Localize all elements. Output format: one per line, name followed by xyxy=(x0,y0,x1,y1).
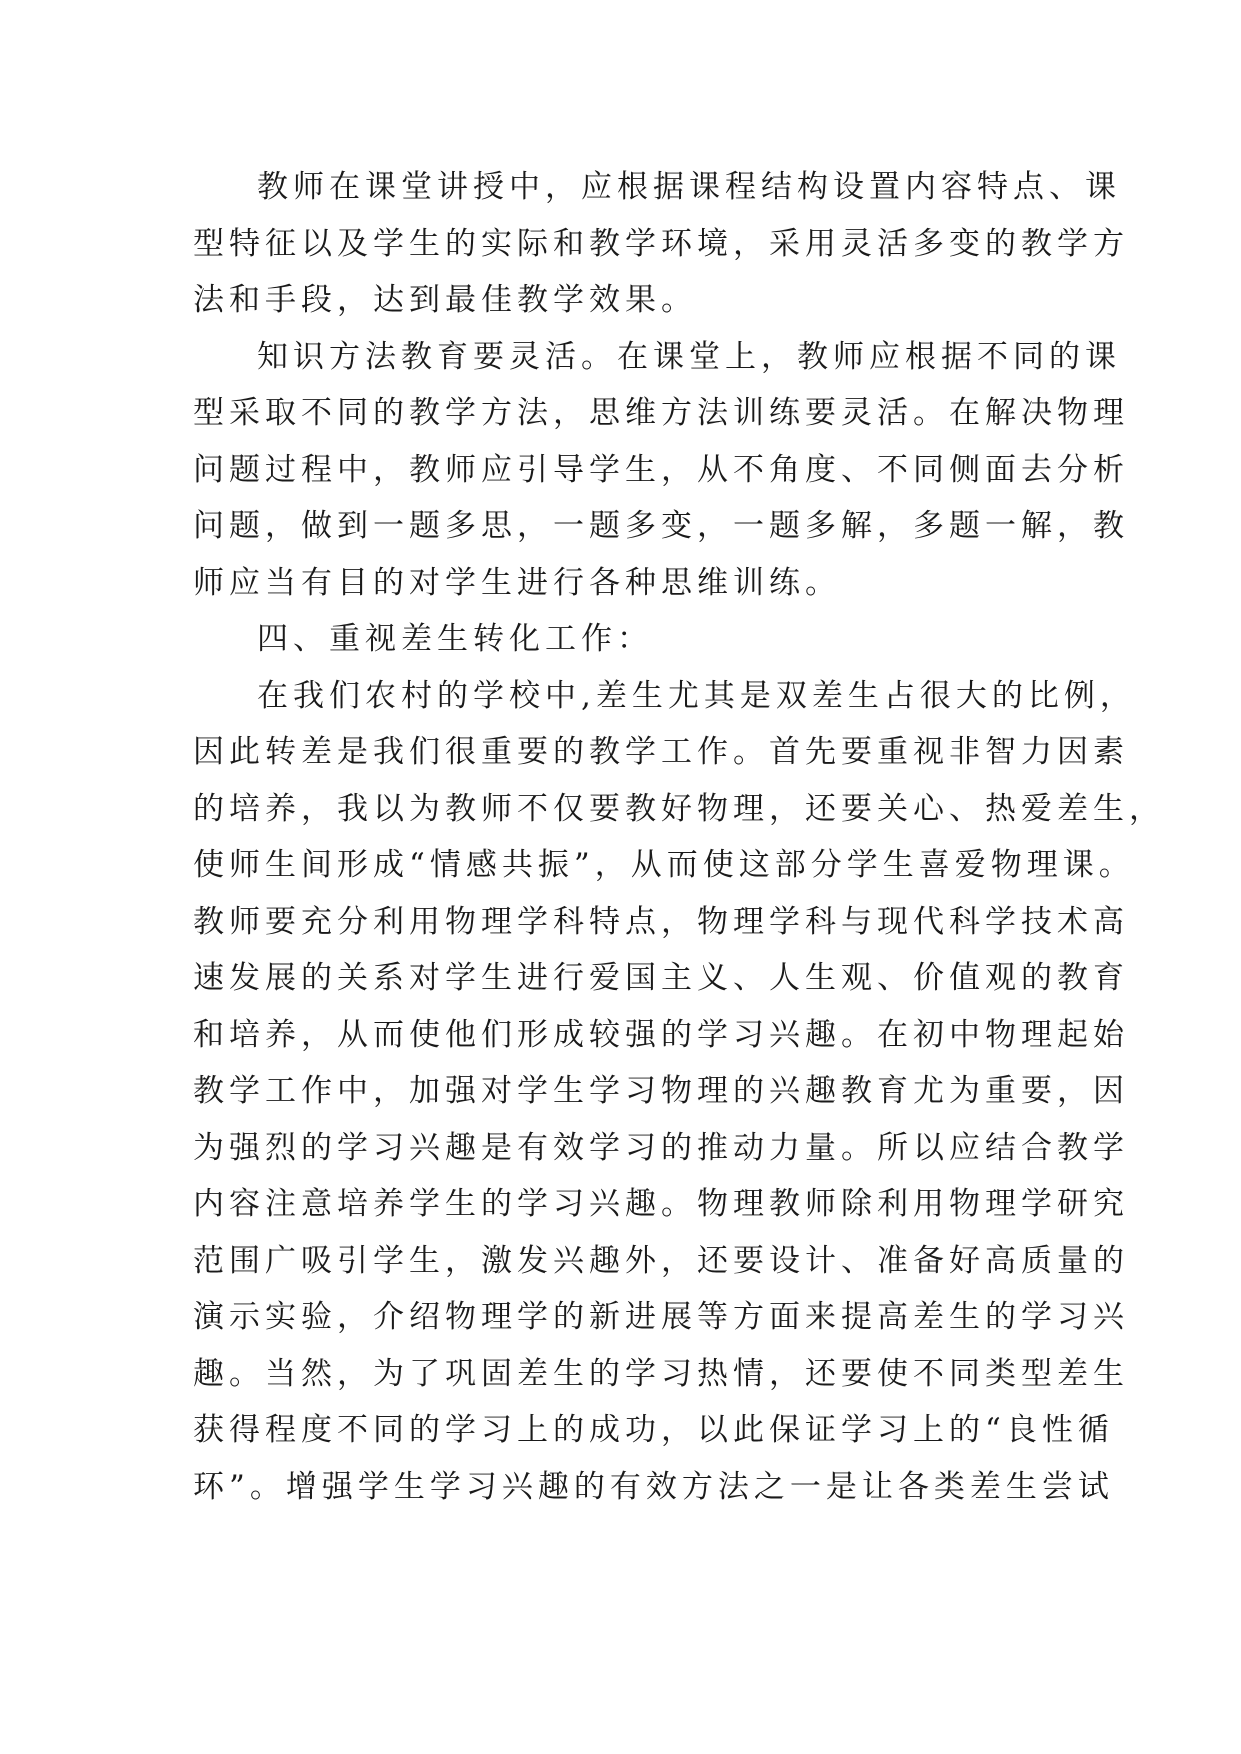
paragraph-2-line-4: 问题，做到一题多思，一题多变，一题多解，多题一解，教 xyxy=(193,508,1129,544)
paragraph-1-line-1: 教师在课堂讲授中，应根据课程结构设置内容特点、课 xyxy=(257,169,1121,205)
paragraph-2-line-3: 问题过程中，教师应引导学生，从不角度、不同侧面去分析 xyxy=(193,451,1129,488)
paragraph-1-line-2: 型特征以及学生的实际和教学环境，采用灵活多变的教学方 xyxy=(193,225,1129,262)
paragraph-2-line-5: 师应当有目的对学生进行各种思维训练。 xyxy=(193,564,841,601)
section-heading: 四、重视差生转化工作： xyxy=(257,621,653,657)
paragraph-3-line-13: 趣。当然，为了巩固差生的学习热情，还要使不同类型差生 xyxy=(193,1355,1129,1392)
paragraph-3-line-2: 因此转差是我们很重要的教学工作。首先要重视非智力因素 xyxy=(193,734,1129,770)
paragraph-3-line-9: 为强烈的学习兴趣是有效学习的推动力量。所以应结合教学 xyxy=(193,1129,1129,1166)
paragraph-3-line-3: 的培养，我以为教师不仅要教好物理，还要关心、热爱差生， xyxy=(193,790,1165,827)
paragraph-3-line-14: 获得程度不同的学习上的成功，以此保证学习上的“良性循 xyxy=(193,1412,1114,1448)
paragraph-3-line-8: 教学工作中，加强对学生学习物理的兴趣教育尤为重要，因 xyxy=(193,1073,1129,1109)
paragraph-3-line-6: 速发展的关系对学生进行爱国主义、人生观、价值观的教育 xyxy=(193,960,1129,996)
paragraph-3-line-11: 范围广吸引学生，激发兴趣外，还要设计、准备好高质量的 xyxy=(193,1242,1129,1279)
paragraph-1-line-3: 法和手段，达到最佳教学效果。 xyxy=(193,282,697,318)
paragraph-3-line-12: 演示实验，介绍物理学的新进展等方面来提高差生的学习兴 xyxy=(193,1299,1129,1335)
paragraph-3-line-10: 内容注意培养学生的学习兴趣。物理教师除利用物理学研究 xyxy=(193,1186,1129,1222)
paragraph-3-line-5: 教师要充分利用物理学科特点，物理学科与现代科学技术高 xyxy=(193,903,1129,940)
paragraph-3-line-15: 环”。增强学生学习兴趣的有效方法之一是让各类差生尝试 xyxy=(193,1468,1114,1505)
paragraph-2-line-1: 知识方法教育要灵活。在课堂上，教师应根据不同的课 xyxy=(257,338,1121,375)
paragraph-3-line-1: 在我们农村的学校中,差生尤其是双差生占很大的比例， xyxy=(257,677,1136,714)
body-text xyxy=(193,159,1165,1515)
paragraph-2-line-2: 型采取不同的教学方法，思维方法训练要灵活。在解决物理 xyxy=(193,395,1129,431)
paragraph-3-line-4: 使师生间形成“情感共振”，从而使这部分学生喜爱物理课。 xyxy=(193,847,1135,883)
paragraph-3-line-7: 和培养，从而使他们形成较强的学习兴趣。在初中物理起始 xyxy=(193,1016,1129,1053)
